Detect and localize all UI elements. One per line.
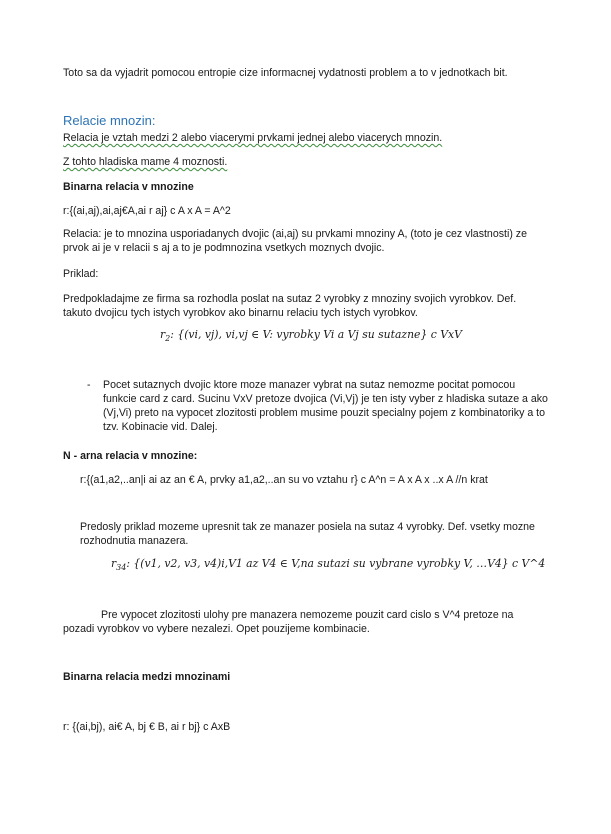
paragraph-predosly-priklad: Predosly priklad mozeme upresnit tak ze manazer posiela na sutaz 4 vyrobky. Def. vsetky mozne rozhodnutia manazera. (80, 521, 535, 547)
paragraph-relacia-definition: Relacia je vztah medzi 2 alebo viacerymi prvkami jednej alebo viacerych mnozin. (63, 132, 443, 144)
bullet-dash: - (87, 379, 91, 391)
equation-r2-symbol: r (160, 328, 166, 341)
section-heading-relacie: Relacie mnozin: (63, 113, 156, 128)
paragraph-relacia-explanation: Relacia: je to mnozina usporiadanych dvojic (ai,aj) su prvkami mnoziny A, (toto je cez vlastnosti) ze prvok ai je v relacii s aj a to je podmnozina vsetkych moznych dvojic. (63, 228, 527, 254)
equation-r34-body: : {(v1, v2, v3, v4)i,V1 az V4 ∈ V,na sutazi su vybrane vyrobky V, …V4} c V^4 (126, 557, 546, 570)
formula-binarna: r:{(ai,aj),ai,aj€A,ai r aj} c A x A = A^2 (63, 205, 231, 217)
formula-n-arna: r:{(a1,a2,..an|i ai az an € A, prvky a1,a2,..an su vo vztahu r} c A^n = A x A x ..x A //n krat (80, 474, 488, 486)
equation-r2 (160, 328, 462, 343)
label-priklad: Priklad: (63, 268, 99, 280)
formula-binarna-medzi: r: {(ai,bj), ai€ A, bj € B, ai r bj} c AxB (63, 721, 231, 733)
subheading-binarna-relacia: Binarna relacia v mnozine (63, 181, 194, 193)
bullet-pocet-dvojic: Pocet sutaznych dvojic ktore moze manazer vybrat na sutaz nemozme pocitat pomocou funkcie card z card. Sucinu VxV pretoze dvojica (Vi,Vj) je ten isty vyber z hladiska sutaze a ako (Vj,Vi) preto na vypocet zlozitosti problem musime pouzit specialny pojem z kombinatoriky a to tzv. Kobinacie vid. Dalej. (103, 379, 548, 433)
paragraph-moznosti: Z tohto hladiska mame 4 moznosti. (63, 156, 228, 168)
equation-r34-subscript: 34 (116, 563, 127, 573)
paragraph-priklad-firma: Predpokladajme ze firma sa rozhodla poslat na sutaz 2 vyrobky z mnoziny svojich vyrobkov. Def. takuto dvojicu tych istych vyrobkov ako binarnu relaciu tych istych vyrobkov. (63, 293, 517, 319)
subheading-binarna-medzi-mnozinami: Binarna relacia medzi mnozinami (63, 671, 231, 683)
subheading-n-arna-relacia: N - arna relacia v mnozine: (63, 450, 198, 462)
equation-r34-symbol: r (111, 557, 117, 570)
equation-r2-body: : {(vi, vj), vi,vj ∈ V: vyrobky Vi a Vj su sutazne} c VxV (170, 328, 462, 341)
paragraph-zlozitost: Pre vypocet zlozitosti ulohy pre manazera nemozeme pouzit card cislo s V^4 pretoze na pozadi vyrobkov vo vybere nezalezi. Opet pouzijeme kombinacie. (63, 609, 514, 635)
equation-r34 (111, 557, 545, 572)
paragraph-entropy: Toto sa da vyjadrit pomocou entropie cize informacnej vydatnosti problem a to v jednotkach bit. (63, 67, 508, 79)
equation-r2-subscript: 2 (165, 334, 171, 344)
